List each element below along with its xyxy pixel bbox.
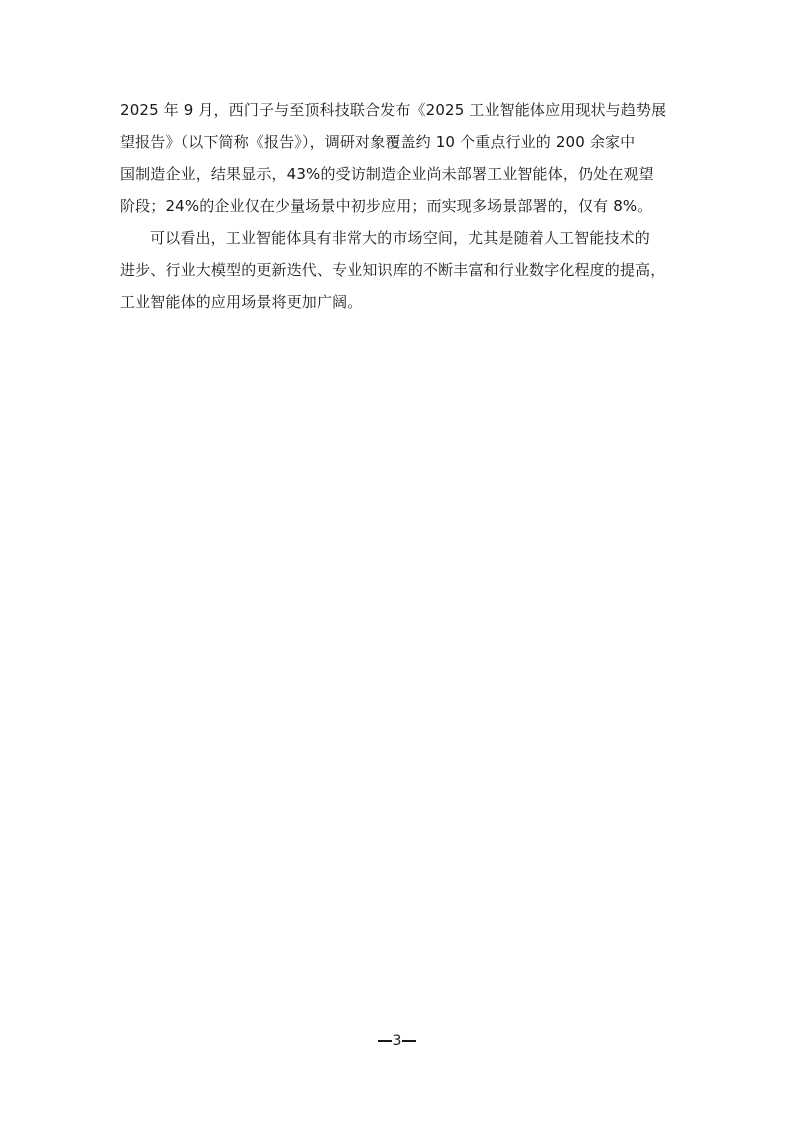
paragraph-report-findings [120,94,680,222]
text-line: 阶段；24%的企业仅在少量场景中初步应用；而实现多场景部署的，仅有 8%。 [120,197,653,215]
text-line: 进步、行业大模型的更新迭代、专业知识库的不断丰富和行业数字化程度的提高， [120,261,666,279]
text-line: 国制造企业，结果显示，43%的受访制造企业尚未部署工业智能体，仍处在观望 [120,165,654,183]
page-number: 3 [392,1033,402,1049]
dash-left [378,1040,392,1042]
paragraph-market-outlook [120,222,680,318]
text-line: 2025 年 9 月，西门子与至顶科技联合发布《2025 工业智能体应用现状与趋势展 [120,101,667,119]
text-line: 可以看出，工业智能体具有非常大的市场空间，尤其是随着人工智能技术的 [150,229,650,247]
dash-right [402,1040,416,1042]
text-line: 工业智能体的应用场景将更加广阔。 [120,293,363,311]
text-line: 望报告》（以下简称《报告》），调研对象覆盖约 10 个重点行业的 200 余家中 [120,133,636,151]
body-text [120,94,680,318]
page-footer [0,1031,794,1051]
